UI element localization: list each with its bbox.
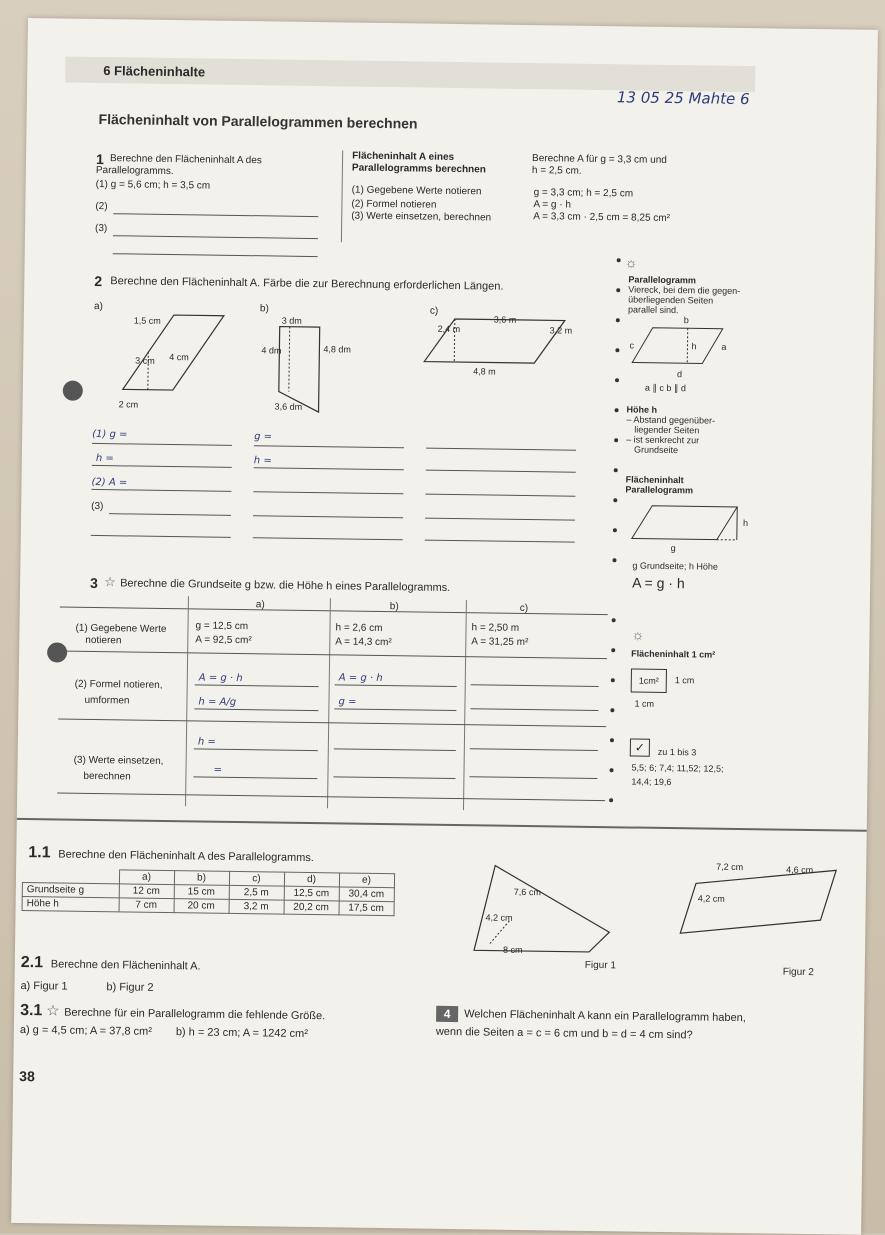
side-fl-legend: g Grundseite; h Höhe [632,560,718,571]
ex1-answer-line-3[interactable] [113,235,318,239]
margin-dot [611,678,615,682]
side-fl-title-1: Flächeninhalt [626,474,684,485]
ex1-line-1: (1) g = 5,6 cm; h = 3,5 cm [96,179,211,192]
example-step-3-value: A = 3,3 cm · 2,5 cm = 8,25 cm² [533,211,670,224]
ex1-text-1: Berechne den Flächeninhalt A des [110,153,262,166]
side-fl-formula: A = g · h [632,574,685,591]
fig2-label-3: 4,2 cm [698,893,725,903]
side-par-label-b: b [684,315,689,325]
ex2-line-2b[interactable] [254,467,404,470]
ex1-answer-line-4[interactable] [113,253,318,257]
star-icon-2: ☆ [46,1001,60,1019]
example-head-2: Parallelogramms berechnen [352,163,486,176]
ex3-line-w-c-2[interactable] [469,776,597,779]
ex21-b: b) Figur 2 [106,981,153,994]
ex3-row-1b: notieren [85,635,121,647]
tip-sun-icon: ☼ [625,254,638,270]
side-hoehe-text-4: Grundseite [634,445,678,456]
fig1-label-2: 4,2 cm [485,912,512,922]
ex2-b-label-2: 4 dm [261,345,281,355]
ex3-table-bottom [57,792,605,801]
ex2-a-label-4: 2 cm [119,399,139,409]
side-par-figure [627,322,728,373]
ex2-row-4: (3) [91,501,103,512]
margin-dot [617,258,621,262]
tip-sun-icon-2: ☼ [631,626,644,642]
ex11-number: 1.1 [28,844,50,862]
ex2-c-label-3: 3,2 m [550,325,573,335]
fig2-caption: Figur 2 [783,967,814,978]
ex2-line-3a[interactable] [91,489,231,492]
ex31-a: a) g = 4,5 cm; A = 37,8 cm² [20,1024,152,1038]
side-solutions-1: 5,5; 6; 7,4; 11,52; 12,5; [632,763,724,774]
ex3-w-a-2: = [213,765,222,776]
ex11-header-d: d) [284,872,339,887]
binder-hole [63,381,83,401]
ex3-row-1: (1) Gegebene Werte [75,623,166,635]
star-icon: ☆ [104,574,116,590]
ex3-f-b-1: A = g · h [339,672,383,684]
ex2-line-3b[interactable] [253,491,403,494]
margin-dot [615,378,619,382]
ex3-f-a-1: A = g · h [199,672,243,684]
ex2-row-2-a: h = [96,453,114,464]
side-par-label-d: d [677,369,682,379]
margin-dot [609,798,613,802]
ex3-row-divider-1 [59,650,607,659]
side-par-text-3: parallel sind. [628,304,679,315]
side-fl-title-2: Parallelogramm [625,484,693,495]
ex3-b-1: h = 2,6 cm [335,622,382,634]
ex11-g-a: 12 cm [119,884,174,899]
side-cm-title: Flächeninhalt 1 cm² [631,648,715,659]
example-step-1: (1) Gegebene Werte notieren [352,185,482,198]
page-number: 38 [19,1068,35,1084]
ex3-row-3b: berechnen [83,771,130,783]
fig1-label-1: 7,6 cm [514,887,541,897]
example-task-1: Berechne A für g = 3,3 cm und [532,153,667,166]
margin-dot [610,708,614,712]
margin-dot [611,648,615,652]
worksheet-page [11,18,878,1235]
ex3-text: Berechne die Grundseite g bzw. die Höhe h eines Parallelogramms. [120,577,450,594]
ex2-line-4b[interactable] [253,515,403,518]
side-hoehe-text-1: – Abstand gegenüber- [626,414,715,425]
ex1-number: 1 [96,151,104,167]
ex2-line-2a[interactable] [92,465,232,468]
ex2-line-3c[interactable] [425,494,575,497]
ex3-row-2b: umformen [84,695,129,707]
ex11-header-c: c) [229,871,284,886]
ex3-c-2: A = 31,25 m² [471,636,528,648]
ex2-row-3: (2) A = [91,477,127,488]
ex1-line-3: (3) [95,223,107,234]
ex3-line-f-b-2[interactable] [334,708,456,711]
ex31-text: Berechne für ein Parallelogramm die fehlende Größe. [64,1007,325,1023]
ex11-header-a: a) [119,870,174,885]
ex2-label-a: a) [94,301,103,312]
margin-dot [614,438,618,442]
ex2-line-1c[interactable] [426,448,576,451]
ex1-answer-line-2[interactable] [113,213,318,217]
ex2-row-1-b: g = [254,431,272,442]
ex2-row-2-b: h = [254,455,272,466]
ex2-line-5c[interactable] [425,540,575,543]
ex3-c-1: h = 2,50 m [471,622,519,634]
ex3-col-1 [185,596,189,806]
side-hoehe-text-2: liegender Seiten [634,425,699,436]
margin-dot [612,558,616,562]
example-step-3: (3) Werte einsetzen, berechnen [351,211,491,224]
page-title: Flächeninhalt von Parallelogrammen berechnen [98,111,417,131]
ex3-line-f-c-1[interactable] [471,684,599,687]
ex3-line-w-b-1[interactable] [334,748,456,751]
ex2-b-label-4: 3,6 dm [275,401,303,411]
fig1-label-3: 8 cm [503,945,523,955]
ex3-w-a-1: h = [198,736,216,747]
ex11-g-b: 15 cm [174,885,229,900]
ex11-h-e: 17,5 cm [339,901,394,916]
ex3-line-f-c-2[interactable] [470,708,598,711]
example-step-2: (2) Formel notieren [351,199,436,211]
side-par-relation: a ∥ c b ∥ d [645,383,686,395]
ex1-text-2: Parallelogramms. [96,165,174,177]
ex21-number: 2.1 [21,954,43,972]
ex2-number: 2 [94,273,102,289]
fig2-label-2: 4,6 cm [786,865,813,875]
binder-hole [47,642,67,662]
ex11-header-b: b) [174,871,229,886]
side-fl-label-g: g [671,543,676,553]
ex31-b: b) h = 23 cm; A = 1242 cm² [176,1026,308,1040]
ex4-text-2: wenn die Seiten a = c = 6 cm und b = d = 4 cm sind? [436,1026,693,1042]
ex2-a-label-2: 3 cm [135,356,155,366]
margin-dot [616,288,620,292]
ex3-line-f-a-2[interactable] [194,708,318,711]
ex2-c-label-4: 4,8 m [473,366,496,376]
ex2-line-5b[interactable] [253,537,403,540]
ex4-text-1: Welchen Flächeninhalt A kann ein Parallelogramm haben, [464,1008,746,1024]
ex11-h-c: 3,2 m [229,899,284,914]
ex3-col-b: b) [390,601,399,612]
margin-dot [613,498,617,502]
ex2-line-1b[interactable] [254,445,404,448]
ex11-g-e: 30,4 cm [339,887,394,902]
ex4-number: 4 [436,1006,458,1022]
ex2-line-4a[interactable] [109,513,231,516]
side-check-text: zu 1 bis 3 [658,747,697,758]
ex3-line-w-b-2[interactable] [333,776,455,779]
ex11-g-d: 12,5 cm [284,886,339,901]
ex11-h-a: 7 cm [119,898,174,913]
ex2-b-label-1: 3 dm [282,316,302,326]
margin-dot [610,738,614,742]
ex2-label-b: b) [260,303,269,314]
figure-2 [675,863,846,945]
ex3-col-a: a) [256,599,265,610]
side-par-title: Parallelogramm [628,274,696,285]
ex2-b-label-3: 4,8 dm [323,344,351,354]
ex2-a-label-1: 1,5 cm [134,316,161,326]
ex3-line-w-a-2[interactable] [193,776,317,779]
margin-dot [615,348,619,352]
example-task-2: h = 2,5 cm. [532,165,582,177]
ex3-line-w-a-1[interactable] [194,748,318,751]
side-hoehe-text-3: – ist senkrecht zur [626,434,699,445]
ex11-row-g-label: Grundseite g [22,883,119,898]
ex11-header-empty [22,869,119,884]
side-par-text-2: überliegenden Seiten [628,294,713,305]
side-par-label-a: a [721,342,726,352]
ex31-number: 3.1 [20,1002,42,1020]
ex11-table [22,868,395,916]
figure-1 [469,860,620,962]
side-par-text-1: Viereck, bei dem die gegen- [628,284,740,296]
side-par-label-c: c [629,340,634,350]
ex2-line-2c[interactable] [426,470,576,473]
side-cm-side: 1 cm [675,675,695,685]
ex3-col-2 [327,598,331,808]
ex2-line-5a[interactable] [91,535,231,538]
side-hoehe-title: Höhe h [627,404,658,414]
ex3-row-2: (2) Formel notieren, [75,679,163,691]
ex3-row-divider-2 [58,718,606,727]
ex2-label-c: c) [430,306,438,317]
ex11-header-e: e) [339,873,394,888]
side-cm-bottom: 1 cm [634,699,654,709]
margin-dot [615,408,619,412]
ex11-h-b: 20 cm [174,899,229,914]
ex11-text: Berechne den Flächeninhalt A des Parallelogramms. [58,849,314,865]
fig2-label-1: 7,2 cm [716,862,743,872]
ex2-line-1a[interactable] [92,443,232,446]
ex3-b-2: A = 14,3 cm² [335,636,392,648]
ex2-text: Berechne den Flächeninhalt A. Färbe die zur Berechnung erforderlichen Längen. [110,275,503,292]
ex21-a: a) Figur 1 [20,980,67,993]
ex3-row-3: (3) Werte einsetzen, [74,755,164,767]
ex2-c-label-2: 2,4 m [438,324,461,334]
ex2-c-label-1: 3,6 m [494,315,517,325]
example-head-1: Flächeninhalt A eines [352,151,454,163]
ex11-g-c: 2,5 m [229,885,284,900]
ex3-line-f-a-1[interactable] [195,684,319,687]
side-solutions-2: 14,4; 19,6 [631,776,671,787]
check-icon: ✓ [630,738,650,756]
margin-dot [614,468,618,472]
margin-dot [610,768,614,772]
example-divider [341,150,343,242]
ex1-line-2: (2) [95,201,107,212]
fig1-caption: Figur 1 [585,960,616,971]
ex21-text: Berechne den Flächeninhalt A. [51,958,201,972]
ex3-col-c: c) [520,603,528,614]
side-cm-box: 1cm² [631,668,667,693]
handwritten-date: 13 05 25 Mahte 6 [617,88,750,108]
ex3-f-a-2: h = A/g [198,696,236,708]
example-step-2-value: A = g · h [533,199,571,211]
ex3-f-b-2: g = [338,696,356,707]
ex11-h-d: 20,2 cm [284,900,339,915]
margin-dot [616,318,620,322]
ex3-number: 3 [90,575,98,591]
section-divider [17,818,867,832]
margin-dot [612,618,616,622]
chapter-title: 6 Flächeninhalte [103,63,205,79]
ex3-col-3 [463,600,467,810]
side-par-label-h: h [691,341,696,351]
side-fl-figure [627,500,758,547]
ex2-a-label-3: 4 cm [169,352,189,362]
ex2-row-1-a: (1) g = [92,429,127,440]
side-fl-label-h: h [743,518,748,528]
ex3-line-f-b-1[interactable] [335,684,457,687]
ex3-a-1: g = 12,5 cm [195,620,248,632]
example-step-1-value: g = 3,3 cm; h = 2,5 cm [534,187,634,199]
ex11-row-h-label: Höhe h [22,897,119,912]
margin-dot [613,528,617,532]
ex3-line-w-c-1[interactable] [470,748,598,751]
ex2-line-4c[interactable] [425,518,575,521]
ex3-a-2: A = 92,5 cm² [195,634,252,646]
